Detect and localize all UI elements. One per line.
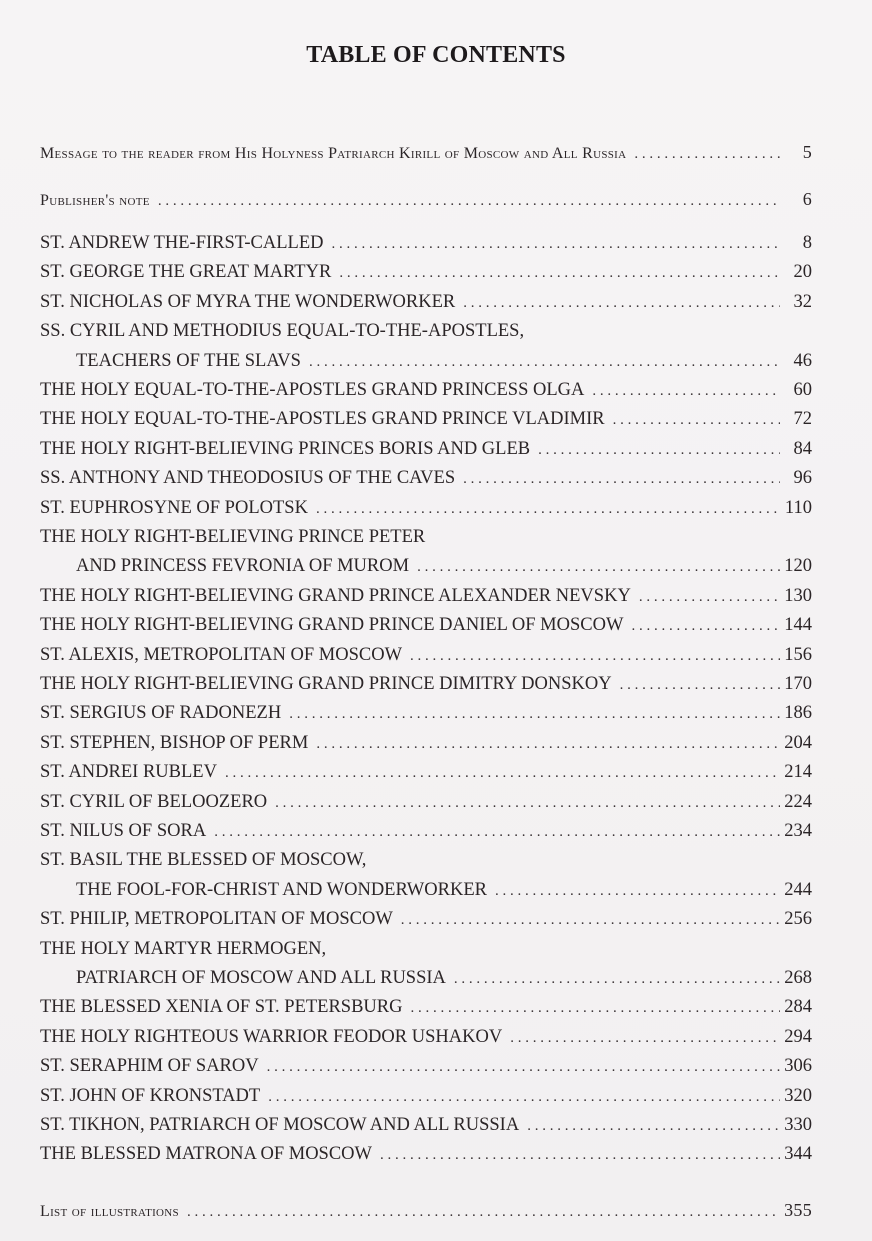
entry-title: THE BLESSED XENIA OF ST. PETERSBURG [40, 997, 403, 1018]
dot-leader [463, 471, 780, 488]
toc-back-matter-item[interactable] [40, 1200, 812, 1224]
entry-title: THE HOLY RIGHTEOUS WARRIOR FEODOR USHAKOV [40, 1026, 503, 1047]
dot-leader [634, 146, 780, 163]
entry-title: ST. SERGIUS OF RADONEZH [40, 703, 282, 724]
toc-entry[interactable] [40, 703, 812, 727]
entry-page-number: 156 [784, 644, 812, 665]
toc-entry[interactable] [40, 792, 812, 816]
toc-front-matter-item[interactable] [40, 189, 812, 213]
toc-entry[interactable] [40, 439, 812, 463]
entry-page-number: 32 [793, 291, 812, 312]
entry-title: List of illustrations [40, 1203, 179, 1220]
dot-leader [268, 1089, 780, 1106]
toc-entry[interactable] [40, 527, 812, 551]
dot-leader [410, 648, 780, 665]
dot-leader [289, 706, 780, 723]
entry-title: ST. TIKHON, PATRIARCH OF MOSCOW AND ALL RUSSIA [40, 1115, 520, 1135]
entry-title: ST. GEORGE THE GREAT MARTYR [40, 262, 332, 283]
dot-leader [339, 265, 780, 282]
entry-page-number: 6 [802, 189, 812, 209]
toc-entry[interactable] [40, 262, 812, 286]
entry-title: ST. NICHOLAS OF MYRA THE WONDERWORKER [40, 291, 456, 312]
toc-entry[interactable] [40, 321, 812, 345]
entry-page-number: 244 [784, 879, 812, 900]
toc-entry[interactable] [40, 380, 812, 404]
entry-page-number: 320 [784, 1085, 812, 1106]
dot-leader [613, 412, 780, 429]
entry-title: ST. JOHN OF KRONSTADT [40, 1085, 261, 1106]
toc-entry[interactable] [40, 1115, 812, 1139]
toc-entry[interactable] [40, 468, 812, 492]
toc-entry[interactable] [40, 409, 812, 433]
toc-entry[interactable] [40, 498, 812, 522]
entry-page-number: 344 [784, 1144, 812, 1165]
dot-leader [639, 589, 780, 606]
entry-page-number: 294 [784, 1026, 812, 1047]
toc-entry[interactable] [40, 850, 812, 874]
entry-page-number: 256 [784, 909, 812, 930]
toc-entry[interactable] [40, 645, 812, 669]
entry-page-number: 84 [793, 438, 812, 459]
dot-leader [158, 193, 780, 210]
entry-title: ST. ALEXIS, METROPOLITAN OF MOSCOW [40, 644, 403, 665]
entry-page-number: 46 [793, 350, 812, 371]
toc-entry[interactable] [40, 1056, 812, 1080]
entry-title: ST. ANDREI RUBLEV [40, 762, 217, 783]
entry-title: ST. BASIL THE BLESSED OF MOSCOW, [40, 850, 367, 871]
toc-entry[interactable] [40, 1086, 812, 1110]
dot-leader [538, 442, 780, 459]
toc-front-matter-item[interactable] [40, 142, 812, 166]
dot-leader [380, 1147, 780, 1164]
toc-entry[interactable] [40, 733, 812, 757]
entry-page-number: 355 [784, 1200, 812, 1220]
entry-title: ST. SERAPHIM OF SAROV [40, 1056, 259, 1077]
toc-entry[interactable] [40, 233, 812, 257]
entry-title: ST. STEPHEN, BISHOP OF PERM [40, 732, 309, 753]
dot-leader [592, 383, 780, 400]
toc-entry-continuation[interactable] [40, 880, 812, 904]
dot-leader [267, 1059, 780, 1076]
entry-title: THE HOLY RIGHT-BELIEVING GRAND PRINCE DIMITRY DONSKOY [40, 674, 612, 694]
entry-page-number: 234 [784, 821, 812, 841]
entry-title: THE HOLY RIGHT-BELIEVING PRINCES BORIS AND GLEB [40, 438, 531, 459]
toc-entry[interactable] [40, 762, 812, 786]
entry-title: TEACHERS OF THE SLAVS [76, 350, 301, 371]
entry-page-number: 186 [784, 703, 812, 724]
entry-title: AND PRINCESS FEVRONIA OF MUROM [76, 556, 410, 577]
dot-leader [275, 795, 780, 812]
dot-leader [417, 559, 780, 576]
toc-entry[interactable] [40, 586, 812, 610]
entry-page-number: 60 [793, 380, 812, 400]
entry-title: SS. CYRIL AND METHODIUS EQUAL-TO-THE-APOSTLES, [40, 321, 525, 342]
dot-leader [401, 912, 780, 929]
toc-entry[interactable] [40, 292, 812, 316]
entry-title: PATRIARCH OF MOSCOW AND ALL RUSSIA [76, 968, 446, 988]
dot-leader [463, 295, 780, 312]
entry-page-number: 268 [784, 968, 812, 988]
entry-title: THE HOLY EQUAL-TO-THE-APOSTLES GRAND PRINCESS OLGA [40, 380, 585, 400]
dot-leader [332, 236, 780, 253]
entry-title: SS. ANTHONY AND THEODOSIUS OF THE CAVES [40, 468, 456, 489]
entry-page-number: 144 [784, 615, 812, 636]
entry-page-number: 204 [784, 732, 812, 753]
entry-page-number: 306 [784, 1056, 812, 1077]
dot-leader [510, 1030, 780, 1047]
entry-title: ST. EUPHROSYNE OF POLOTSK [40, 497, 308, 518]
entry-title: THE HOLY RIGHT-BELIEVING GRAND PRINCE DANIEL OF MOSCOW [40, 615, 624, 636]
toc-entry[interactable] [40, 939, 812, 963]
entry-page-number: 224 [784, 791, 812, 812]
toc-entry[interactable] [40, 674, 812, 698]
toc-entry-continuation[interactable] [40, 556, 812, 580]
entry-page-number: 110 [784, 497, 812, 518]
entry-title: THE HOLY RIGHT-BELIEVING PRINCE PETER [40, 527, 426, 547]
dot-leader [495, 883, 780, 900]
toc-entry[interactable] [40, 821, 812, 845]
entry-title: ST. NILUS OF SORA [40, 821, 207, 841]
dot-leader [454, 971, 780, 988]
entry-page-number: 130 [784, 585, 812, 606]
entry-title: THE HOLY EQUAL-TO-THE-APOSTLES GRAND PRINCE VLADIMIR [40, 409, 605, 430]
entry-page-number: 120 [784, 556, 812, 577]
entry-title: ST. ANDREW THE-FIRST-CALLED [40, 233, 324, 253]
entry-page-number: 170 [784, 674, 812, 694]
toc-entry[interactable] [40, 1027, 812, 1051]
entry-page-number: 96 [793, 468, 812, 489]
toc-entry[interactable] [40, 615, 812, 639]
entry-page-number: 72 [793, 409, 812, 430]
dot-leader [187, 1204, 780, 1221]
entry-title: Message to the reader from His Holyness Patriarch Kirill of Moscow and All Russia [40, 145, 627, 162]
toc-entry-continuation[interactable] [40, 968, 812, 992]
entry-title: Publisher's note [40, 192, 150, 209]
dot-leader [411, 1000, 781, 1017]
entry-page-number: 5 [802, 142, 812, 162]
entry-page-number: 330 [784, 1115, 812, 1135]
toc-entry[interactable] [40, 909, 812, 933]
entry-page-number: 8 [802, 233, 812, 253]
entry-title: THE BLESSED MATRONA OF MOSCOW [40, 1144, 373, 1165]
entry-page-number: 284 [784, 997, 812, 1018]
entry-title: THE HOLY MARTYR HERMOGEN, [40, 938, 327, 959]
dot-leader [214, 824, 780, 841]
entry-title: THE HOLY RIGHT-BELIEVING GRAND PRINCE ALEXANDER NEVSKY [40, 585, 631, 606]
entry-title: THE FOOL-FOR-CHRIST AND WONDERWORKER [76, 879, 487, 900]
toc-entry[interactable] [40, 997, 812, 1021]
page-title: TABLE OF CONTENTS [306, 42, 566, 68]
dot-leader [316, 736, 780, 753]
entry-page-number: 214 [784, 762, 812, 783]
dot-leader [225, 765, 780, 782]
entry-page-number: 20 [793, 262, 812, 283]
dot-leader [316, 501, 780, 518]
toc-entry[interactable] [40, 1144, 812, 1168]
entry-title: ST. CYRIL OF BELOOZERO [40, 791, 268, 812]
dot-leader [631, 618, 780, 635]
dot-leader [620, 677, 780, 694]
dot-leader [309, 354, 780, 371]
entry-title: ST. PHILIP, METROPOLITAN OF MOSCOW [40, 909, 393, 930]
dot-leader [527, 1118, 780, 1135]
toc-entry-continuation[interactable] [40, 351, 812, 375]
